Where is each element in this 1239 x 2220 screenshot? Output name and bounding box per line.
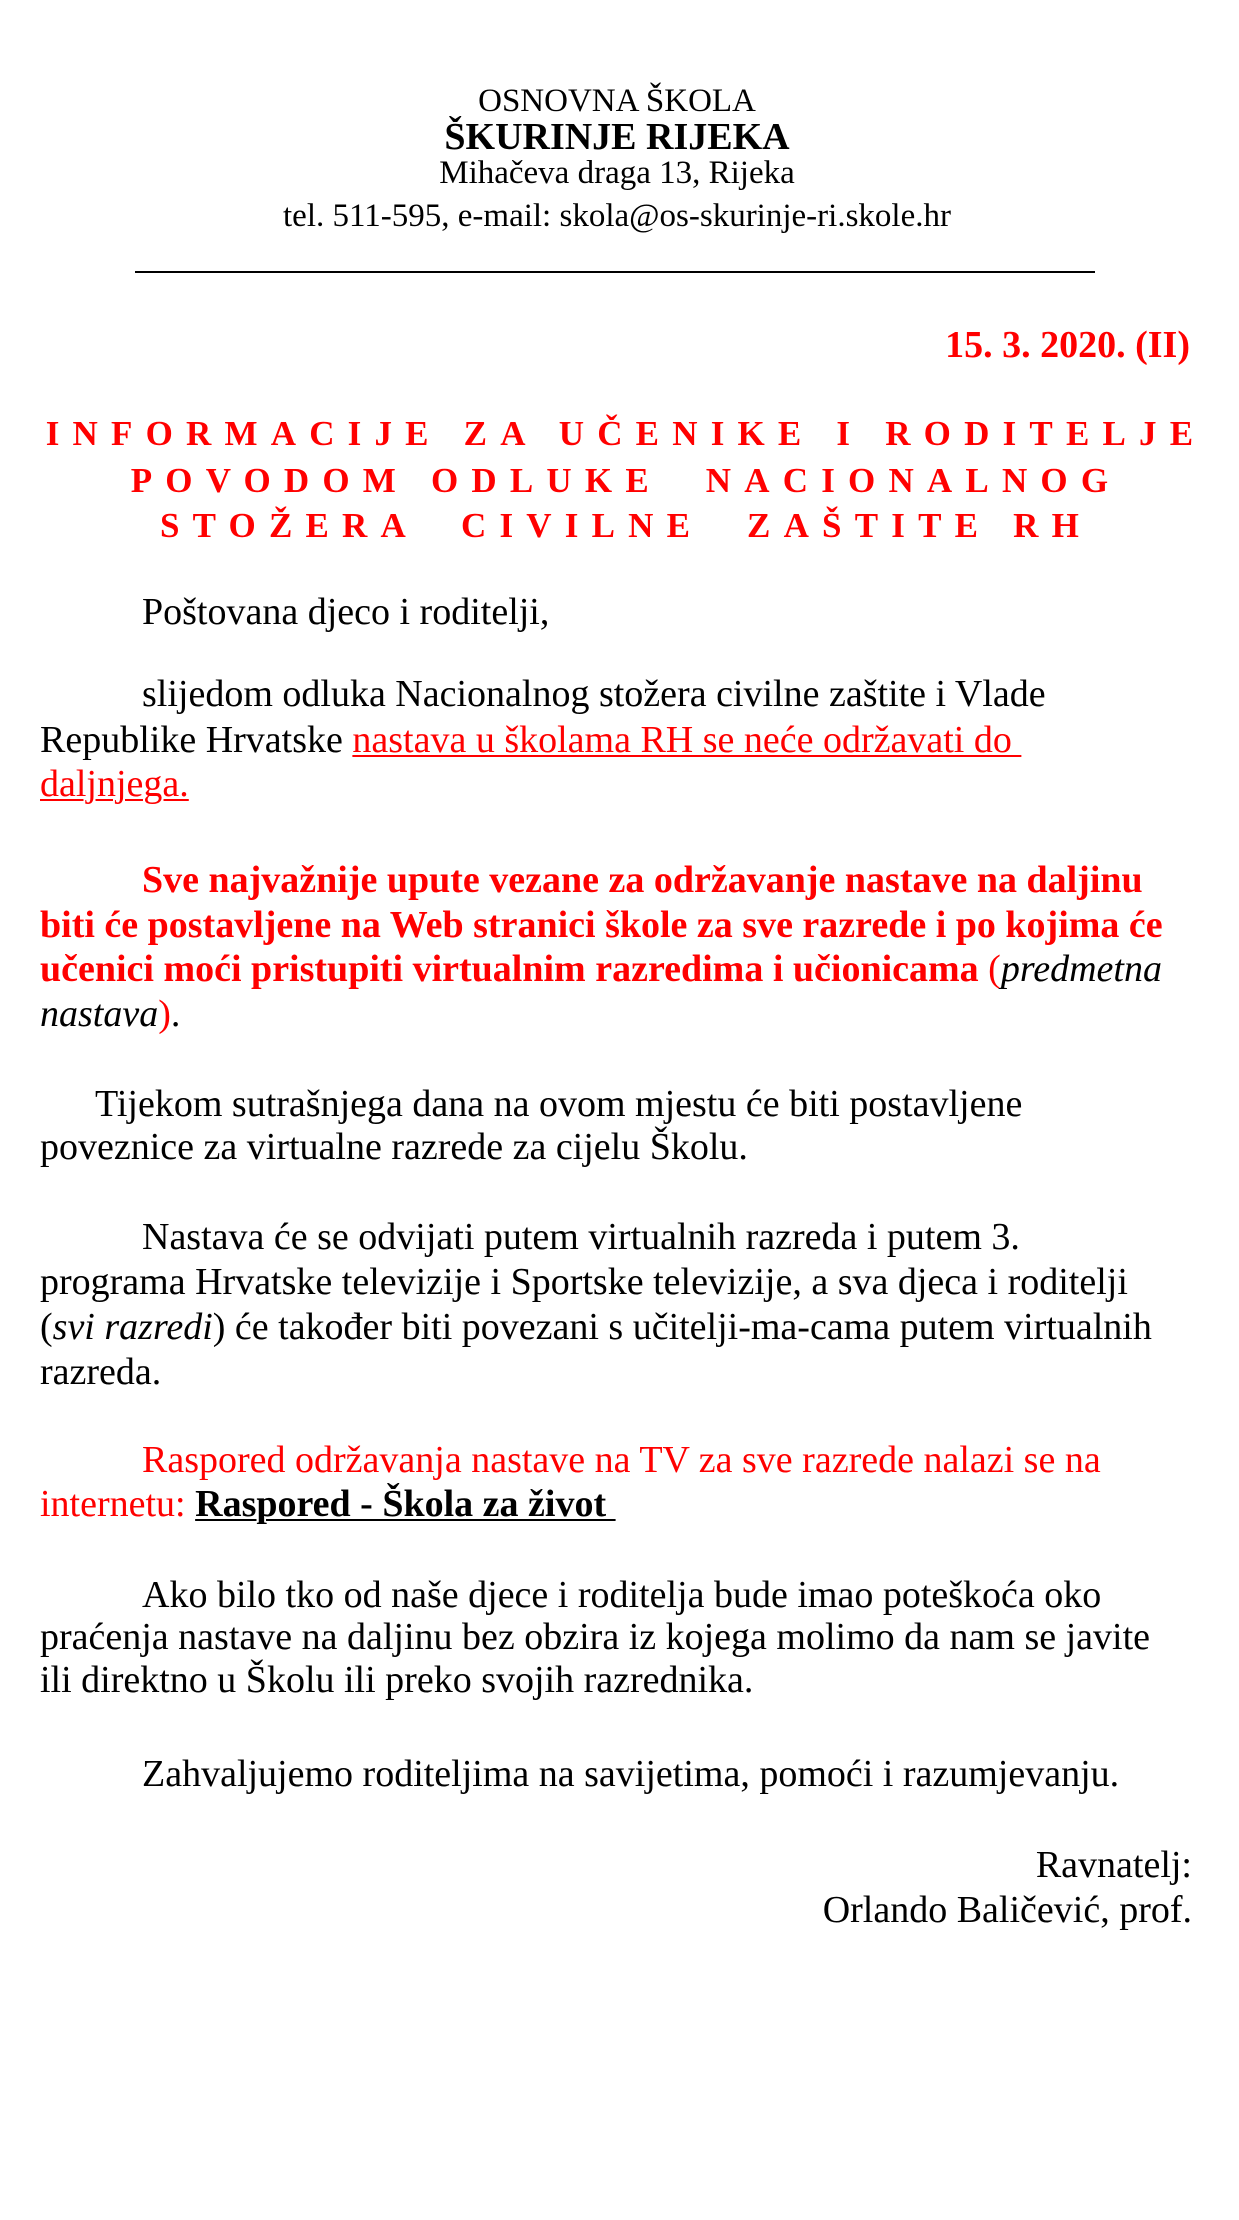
- period: .: [170, 993, 181, 1035]
- document-date: 15. 3. 2020. (II): [945, 324, 1190, 366]
- title-line-1: INFORMACIJE ZA UČENIKE I RODITELJE: [45, 414, 1207, 453]
- greeting: Poštovana djeco i roditelji,: [142, 591, 550, 633]
- paragraph-1-line-3: [40, 765, 189, 803]
- italic-note-start: predmetna: [1000, 948, 1162, 990]
- paren-open: (: [988, 948, 1001, 990]
- paragraph-1-line-1: slijedom odluka Nacionalnog stožera civilne zaštite i Vlade: [142, 673, 1046, 715]
- paragraph-3-line-1: Tijekom sutrašnjega dana na ovom mjestu će biti postavljene: [95, 1083, 1023, 1125]
- paragraph-4-line-3-rest: ) će također biti povezani s učitelji-ma-cama putem virtualnih: [212, 1306, 1152, 1348]
- paragraph-6-line-3: ili direktno u Školu ili preko svojih razrednika.: [40, 1659, 754, 1701]
- italic-note-end: nastava: [40, 993, 159, 1035]
- school-address: Mihačeva draga 13, Rijeka: [439, 155, 795, 191]
- school-type: OSNOVNA ŠKOLA: [478, 83, 756, 119]
- paragraph-4-line-4: razreda.: [40, 1351, 162, 1393]
- paragraph-6-line-1: Ako bilo tko od naše djece i roditelja bude imao poteškoća oko: [142, 1574, 1102, 1616]
- italic-all-classes: svi razredi: [52, 1306, 213, 1348]
- paragraph-4-line-1: Nastava će se odvijati putem virtualnih razreda i putem 3.: [142, 1216, 1020, 1258]
- title-line-3: STOŽERA CIVILNE ZAŠTITE RH: [159, 506, 1093, 545]
- paragraph-5-line-1: Raspored održavanja nastave na TV za sve razrede nalazi se na: [142, 1439, 1101, 1481]
- paragraph-1-highlight-end: daljnjega.: [40, 763, 189, 805]
- school-name: ŠKURINJE RIJEKA: [444, 116, 790, 158]
- paragraph-2-line-1: Sve najvažnije upute vezane za održavanje nastave na daljinu: [142, 859, 1143, 901]
- signature-role: Ravnatelj:: [1035, 1844, 1192, 1886]
- paragraph-1-line-2: [40, 721, 1021, 759]
- paragraph-2-line-4: [40, 995, 180, 1033]
- paragraph-5-line-2: [40, 1485, 616, 1523]
- title-line-2: POVODOM ODLUKE NACIONALNOG: [130, 461, 1122, 500]
- paragraph-4-line-3: [40, 1308, 1152, 1346]
- paren-open-2: (: [40, 1306, 53, 1348]
- paren-close: ): [158, 993, 171, 1035]
- paragraph-2-line-2: biti će postavljene na Web stranici škole za sve razrede i po kojima će: [40, 904, 1163, 946]
- schedule-link[interactable]: Raspored - Škola za život: [195, 1483, 616, 1525]
- paragraph-4-line-2: programa Hrvatske televizije i Sportske televizije, a sva djeca i roditelji: [40, 1261, 1128, 1303]
- paragraph-7-line-1: Zahvaljujemo roditeljima na savijetima, pomoći i razumjevanju.: [142, 1753, 1120, 1795]
- school-contact: tel. 511-595, e-mail: skola@os-skurinje-ri.skole.hr: [283, 198, 951, 234]
- paragraph-2-line-3: [40, 950, 1162, 988]
- letterhead-divider: [135, 271, 1095, 273]
- paragraph-6-line-2: praćenja nastave na daljinu bez obzira iz kojega molimo da nam se javite: [40, 1616, 1150, 1658]
- paragraph-1-text: Republike Hrvatske: [40, 719, 353, 761]
- paragraph-3-line-2: poveznice za virtualne razrede za cijelu Školu.: [40, 1126, 748, 1168]
- paragraph-2-bold-end: učenici moći pristupiti virtualnim razredima i učionicama: [40, 948, 989, 990]
- paragraph-5-prefix: internetu:: [40, 1483, 196, 1525]
- signature-name: Orlando Baličević, prof.: [822, 1889, 1192, 1931]
- paragraph-1-highlight: nastava u školama RH se neće održavati do: [352, 719, 1022, 761]
